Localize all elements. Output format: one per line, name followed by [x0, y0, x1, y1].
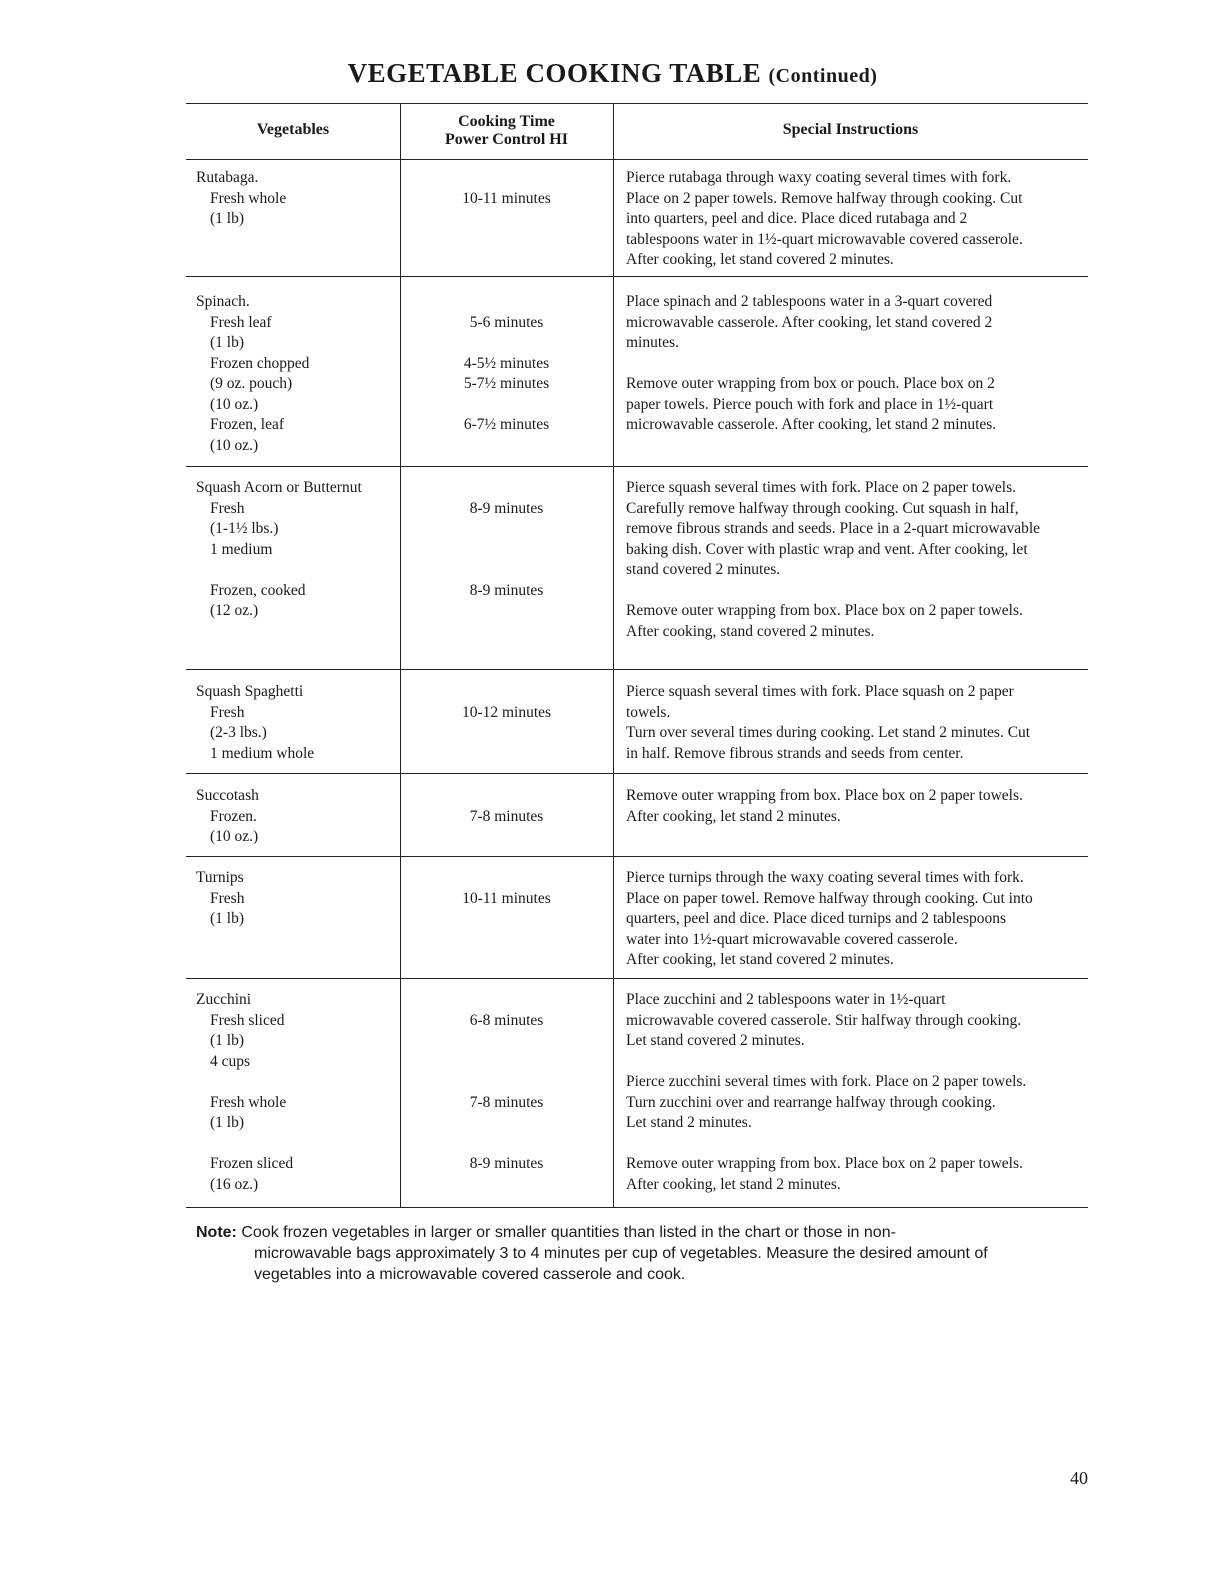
table-row-zucchini-instructions [626, 990, 1026, 1195]
cooking-time [400, 333, 613, 354]
instruction-line: Turn over several times during cooking. Let stand 2 minutes. Cut [626, 724, 1031, 741]
vegetable-detail: (2-3 lbs.) [210, 724, 267, 741]
vegetable-detail: Fresh sliced [210, 1011, 285, 1029]
column-header-cooking-time-line2: Power Control HI [445, 131, 568, 148]
cooking-time [400, 1113, 613, 1134]
cooking-time: 5-6 minutes [469, 313, 544, 331]
cooking-time: 5-7½ minutes [463, 375, 550, 392]
vegetable-name: Turnips [196, 869, 244, 886]
instruction-line: Pierce squash several times with fork. Place on 2 paper towels. [626, 479, 1016, 496]
instruction-line: microwavable covered casserole. Stir halfway through cooking. [626, 1011, 1022, 1029]
column-divider [613, 103, 614, 1207]
cooking-time: 10-11 minutes [462, 189, 551, 207]
instruction-line: After cooking, let stand 2 minutes. [626, 807, 841, 825]
page-title [0, 58, 1225, 89]
header-rule [186, 159, 1088, 160]
instruction-line: Carefully remove halfway through cooking. Cut squash in half, [626, 499, 1019, 517]
vegetable-detail: Fresh leaf [210, 313, 272, 331]
cooking-time: 8-9 minutes [469, 499, 544, 517]
instruction-line: paper towels. Pierce pouch with fork and place in 1½-quart [626, 395, 994, 413]
cooking-time: 8-9 minutes [469, 1155, 544, 1172]
title-sub: (Continued) [768, 65, 878, 87]
table-row-squash-acorn-instructions [626, 478, 1040, 642]
note-label: Note: [196, 1224, 237, 1241]
cooking-time [400, 519, 613, 540]
instruction-line [626, 1052, 1026, 1073]
vegetable-detail: Frozen, leaf [210, 416, 285, 433]
cooking-time [400, 1052, 613, 1073]
instruction-line: Let stand 2 minutes. [626, 1114, 752, 1131]
note-line: microwavable bags approximately 3 to 4 minutes per cup of vegetables. Measure the desired amount of [254, 1245, 988, 1262]
cooking-time [400, 540, 613, 561]
column-header-special-instructions: Special Instructions [782, 121, 919, 138]
instruction-line: tablespoons water in 1½-quart microwavable covered casserole. [626, 230, 1023, 248]
title-main: VEGETABLE COOKING TABLE [347, 58, 762, 88]
column-header-vegetables: Vegetables [256, 121, 330, 138]
instruction-line: Pierce squash several times with fork. Place squash on 2 paper [626, 683, 1014, 700]
cooking-time [400, 1134, 613, 1155]
table-row-succotash-time [400, 786, 613, 827]
vegetable-name: Succotash [196, 787, 259, 804]
table-row-zucchini-time [400, 990, 613, 1175]
cooking-time [400, 292, 613, 313]
cooking-time: 10-11 minutes [462, 889, 551, 907]
cooking-time [400, 478, 613, 499]
instruction-line: After cooking, stand covered 2 minutes. [626, 622, 875, 640]
vegetable-name: Zucchini [196, 991, 252, 1008]
table-row-squash-acorn-vegetable [196, 478, 362, 622]
instruction-line [626, 1134, 1026, 1155]
instruction-line [626, 354, 996, 375]
row-rule [186, 669, 1088, 670]
instruction-line: towels. [626, 703, 671, 721]
table-row-spinach-instructions [626, 292, 996, 436]
instruction-line: Remove outer wrapping from box. Place box on 2 paper towels. [626, 1155, 1023, 1172]
row-rule [186, 856, 1088, 857]
vegetable-name: Spinach. [196, 293, 250, 310]
instruction-line: Place on paper towel. Remove halfway through cooking. Cut into [626, 889, 1033, 907]
cooking-time: 6-7½ minutes [463, 416, 550, 433]
vegetable-detail: (10 oz.) [210, 395, 259, 413]
vegetable-detail [196, 1072, 293, 1093]
row-rule [186, 276, 1088, 277]
vegetable-detail: (10 oz.) [210, 436, 259, 454]
table-row-turnips-vegetable [196, 868, 244, 930]
instruction-line: water into 1½-quart microwavable covered casserole. [626, 930, 958, 948]
cooking-time [400, 682, 613, 703]
vegetable-detail: (1 lb) [210, 210, 245, 227]
note-paragraph [196, 1222, 1096, 1285]
vegetable-detail: (1 lb) [210, 910, 245, 927]
column-header-cooking-time [400, 113, 613, 149]
cooking-time: 7-8 minutes [469, 807, 544, 825]
instruction-line: in half. Remove fibrous strands and seeds from center. [626, 744, 964, 762]
vegetable-detail: Fresh whole [210, 189, 287, 207]
instruction-line: remove fibrous strands and seeds. Place in a 2-quart microwavable [626, 520, 1041, 537]
cooking-time [400, 395, 613, 416]
row-rule [186, 466, 1088, 467]
vegetable-detail: (1 lb) [210, 334, 245, 351]
cooking-time [400, 868, 613, 889]
instruction-line: baking dish. Cover with plastic wrap and vent. After cooking, let [626, 540, 1028, 558]
table-row-rutabaga-instructions [626, 168, 1023, 271]
instruction-line: minutes. [626, 334, 679, 351]
note-line [196, 1222, 1096, 1243]
table-row-rutabaga-vegetable [196, 168, 286, 230]
table-row-turnips-time [400, 868, 613, 909]
instruction-line: After cooking, let stand 2 minutes. [626, 1175, 841, 1193]
instruction-line: After cooking, let stand covered 2 minutes. [626, 951, 894, 968]
instruction-line: Remove outer wrapping from box. Place box on 2 paper towels. [626, 602, 1023, 619]
vegetable-detail [196, 560, 362, 581]
instruction-line: stand covered 2 minutes. [626, 561, 781, 578]
note-text: Cook frozen vegetables in larger or smaller quantities than listed in the chart or those in non- [241, 1224, 896, 1241]
cooking-time [400, 990, 613, 1011]
instruction-line: Turn zucchini over and rearrange halfway through cooking. [626, 1093, 996, 1111]
instruction-line: Place zucchini and 2 tablespoons water in 1½-quart [626, 991, 946, 1008]
instruction-line: Let stand covered 2 minutes. [626, 1032, 805, 1049]
table-row-succotash-instructions [626, 786, 1023, 827]
vegetable-detail: (1 lb) [210, 1114, 245, 1131]
table-row-zucchini-vegetable [196, 990, 293, 1195]
vegetable-detail: Fresh whole [210, 1093, 287, 1111]
vegetable-name: Squash Acorn or Butternut [196, 479, 362, 496]
table-row-squash-spaghetti-vegetable [196, 682, 314, 764]
cooking-time [400, 1072, 613, 1093]
vegetable-detail: Frozen, cooked [210, 581, 306, 599]
instruction-line: Pierce zucchini several times with fork. Place on 2 paper towels. [626, 1073, 1027, 1090]
vegetable-detail: (16 oz.) [210, 1175, 259, 1193]
column-header-cooking-time-line1: Cooking Time [458, 113, 555, 130]
vegetable-detail: Fresh [210, 499, 245, 517]
cooking-time: 7-8 minutes [469, 1093, 544, 1111]
vegetable-detail: (1 lb) [210, 1032, 245, 1049]
table-row-squash-spaghetti-instructions [626, 682, 1030, 764]
vegetable-detail: (9 oz. pouch) [210, 375, 293, 392]
vegetable-name: Squash Spaghetti [196, 683, 304, 700]
table-bottom-rule [186, 1207, 1088, 1208]
vegetable-detail: Frozen. [210, 807, 257, 825]
instruction-line: quarters, peel and dice. Place diced turnips and 2 tablespoons [626, 910, 1007, 927]
instruction-line: microwavable casserole. After cooking, let stand 2 minutes. [626, 416, 997, 433]
page-number: 40 [1070, 1468, 1088, 1488]
vegetable-name: Rutabaga. [196, 169, 259, 186]
table-row-squash-spaghetti-time [400, 682, 613, 723]
cooking-time [400, 168, 613, 189]
cooking-time [400, 1031, 613, 1052]
note-line: vegetables into a microwavable covered casserole and cook. [254, 1266, 686, 1283]
table-row-spinach-time [400, 292, 613, 436]
vegetable-detail: Fresh [210, 889, 245, 907]
cooking-time: 10-12 minutes [461, 703, 552, 721]
instruction-line [626, 581, 1040, 602]
table-row-turnips-instructions [626, 868, 1033, 971]
table-row-squash-acorn-time [400, 478, 613, 601]
row-rule [186, 978, 1088, 979]
instruction-line: microwavable casserole. After cooking, let stand covered 2 [626, 313, 993, 331]
vegetable-detail: (1-1½ lbs.) [210, 520, 279, 537]
vegetable-detail [196, 1134, 293, 1155]
cooking-time: 6-8 minutes [469, 1011, 544, 1029]
row-rule [186, 773, 1088, 774]
vegetable-detail: Frozen chopped [210, 354, 310, 372]
instruction-line: Place on 2 paper towels. Remove halfway through cooking. Cut [626, 189, 1023, 207]
instruction-line: Remove outer wrapping from box. Place box on 2 paper towels. [626, 787, 1023, 804]
vegetable-detail: (12 oz.) [210, 602, 259, 619]
instruction-line: Place spinach and 2 tablespoons water in a 3-quart covered [626, 293, 993, 310]
instruction-line: After cooking, let stand covered 2 minutes. [626, 251, 894, 268]
cooking-time: 8-9 minutes [469, 581, 544, 599]
vegetable-detail: Fresh [210, 703, 245, 721]
instruction-line: Pierce rutabaga through waxy coating several times with fork. [626, 169, 1012, 186]
vegetable-detail: 1 medium [210, 540, 273, 558]
table-top-rule [186, 103, 1088, 104]
instruction-line: Pierce turnips through the waxy coating several times with fork. [626, 869, 1024, 886]
cooking-time: 4-5½ minutes [463, 354, 550, 372]
vegetable-detail: (10 oz.) [210, 828, 259, 845]
instruction-line: into quarters, peel and dice. Place diced rutabaga and 2 [626, 210, 968, 227]
table-row-spinach-vegetable [196, 292, 309, 456]
cooking-time [400, 786, 613, 807]
instruction-line: Remove outer wrapping from box or pouch. Place box on 2 [626, 375, 995, 392]
vegetable-detail: 1 medium whole [210, 744, 315, 762]
vegetable-detail: 4 cups [210, 1052, 251, 1070]
vegetable-detail: Frozen sliced [210, 1155, 294, 1172]
cooking-time [400, 560, 613, 581]
table-row-succotash-vegetable [196, 786, 259, 848]
table-row-rutabaga-time [400, 168, 613, 209]
